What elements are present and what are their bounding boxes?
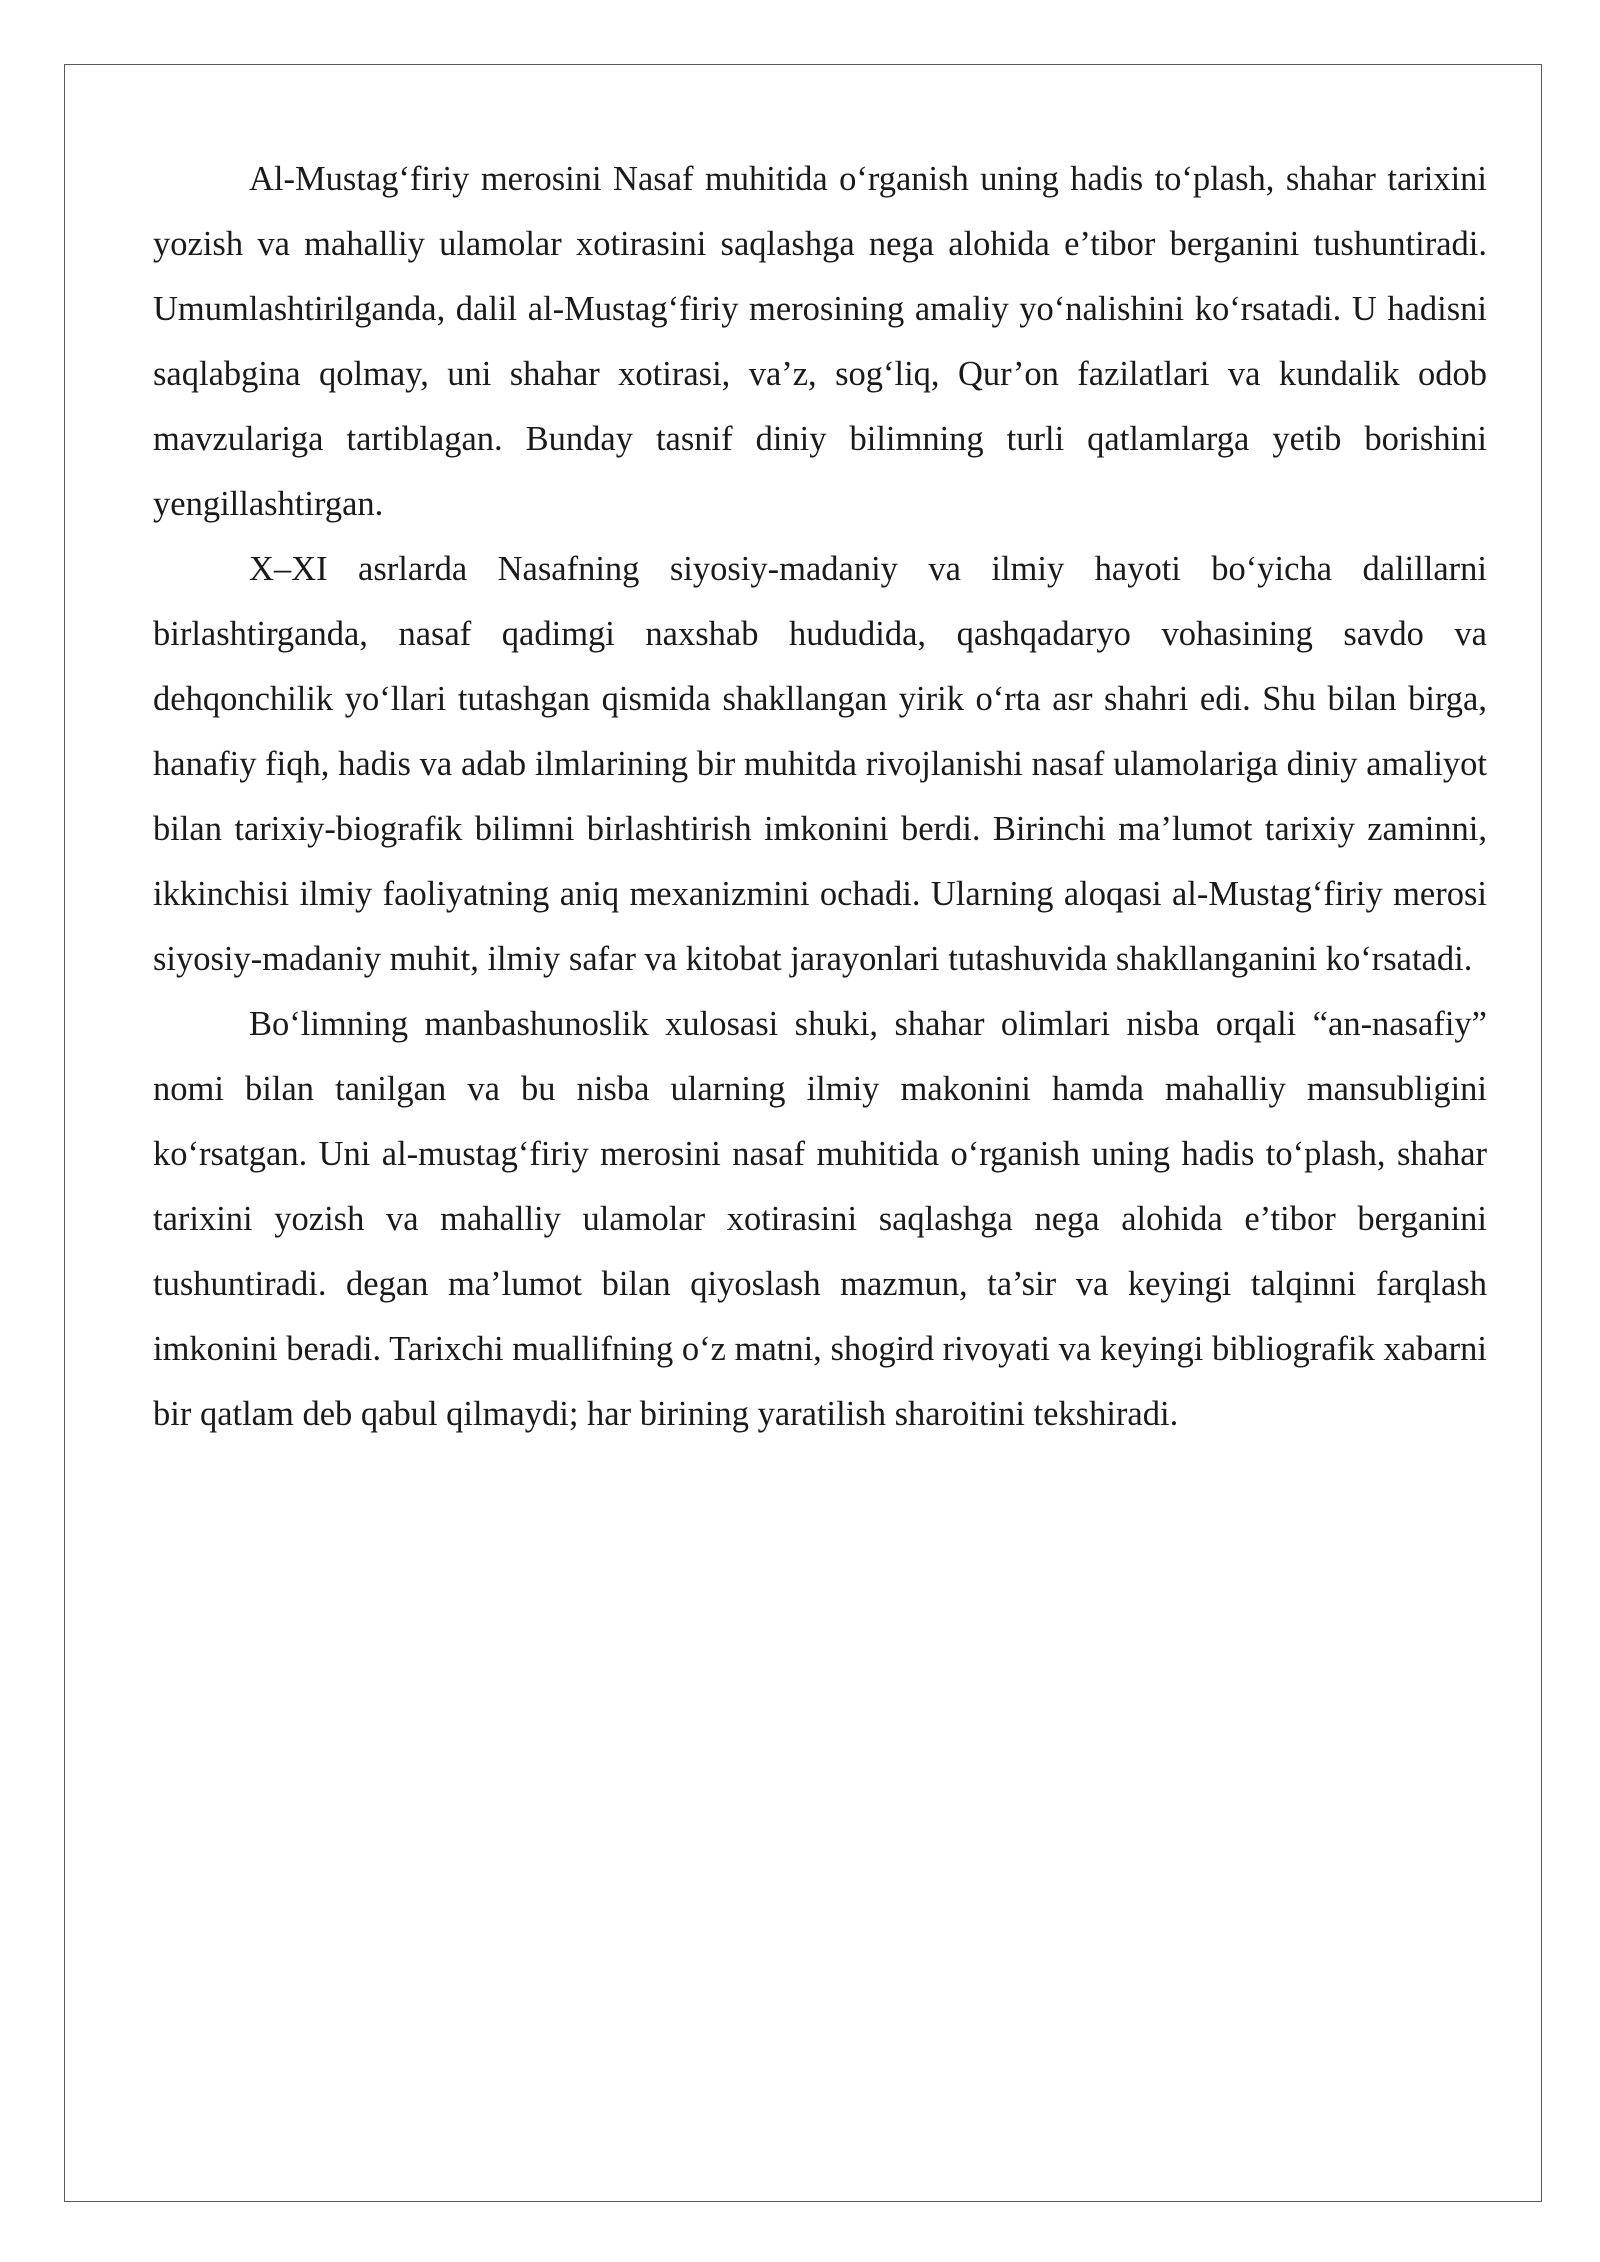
paragraph-2: X–XI asrlarda Nasafning siyosiy-madaniy va ilmiy hayoti bo‘yicha dalillarni birlashtirganda, nasaf qadimgi naxshab hududida, qashqadaryo vohasining savdo va dehqonchilik yo‘llari tutashgan qismida shakllangan yirik o‘rta asr shahri edi. Shu bilan birga, hanafiy fiqh, hadis va adab ilmlarining bir muhitda rivojlanishi nasaf ulamolariga diniy amaliyot bilan tarixiy-biografik bilimni birlashtirish imkonini berdi. Birinchi ma’lumot tarixiy zaminni, ikkinchisi ilmiy faoliyatning aniq mexanizmini ochadi. Ularning aloqasi al-Mustag‘firiy merosi siyosiy-madaniy muhit, ilmiy safar va kitobat jarayonlari tutashuvida shakllanganini ko‘rsatadi.	[153, 550, 1487, 978]
paragraph-3: Bo‘limning manbashunoslik xulosasi shuki, shahar olimlari nisba orqali “an-nasafiy” nomi bilan tanilgan va bu nisba ularning ilmiy makonini hamda mahalliy mansubligini ko‘rsatgan. Uni al-mustag‘firiy merosini nasaf muhitida o‘rganish uning hadis to‘plash, shahar tarixini yozish va mahalliy ulamolar xotirasini saqlashga nega alohida e’tibor berganini tushuntiradi. degan ma’lumot bilan qiyoslash mazmun, ta’sir va keyingi talqinni farqlash imkonini beradi. Tarixchi muallifning o‘z matni, shogird rivoyati va keyingi bibliografik xabarni bir qatlam deb qabul qilmaydi; har birining yaratilish sharoitini tekshiradi.	[153, 1005, 1487, 1433]
paragraph-1: Al-Mustag‘firiy merosini Nasaf muhitida o‘rganish uning hadis to‘plash, shahar tarixini yozish va mahalliy ulamolar xotirasini saqlashga nega alohida e’tibor berganini tushuntiradi. Umumlashtirilganda, dalil al-Mustag‘firiy merosining amaliy yo‘nalishini ko‘rsatadi. U hadisni saqlabgina qolmay, uni shahar xotirasi, va’z, sog‘liq, Qur’on fazilatlari va kundalik odob mavzulariga tartiblagan. Bunday tasnif diniy bilimning turli qatlamlarga yetib borishini yengillashtirgan.	[153, 160, 1487, 523]
document-body	[153, 147, 1487, 1447]
